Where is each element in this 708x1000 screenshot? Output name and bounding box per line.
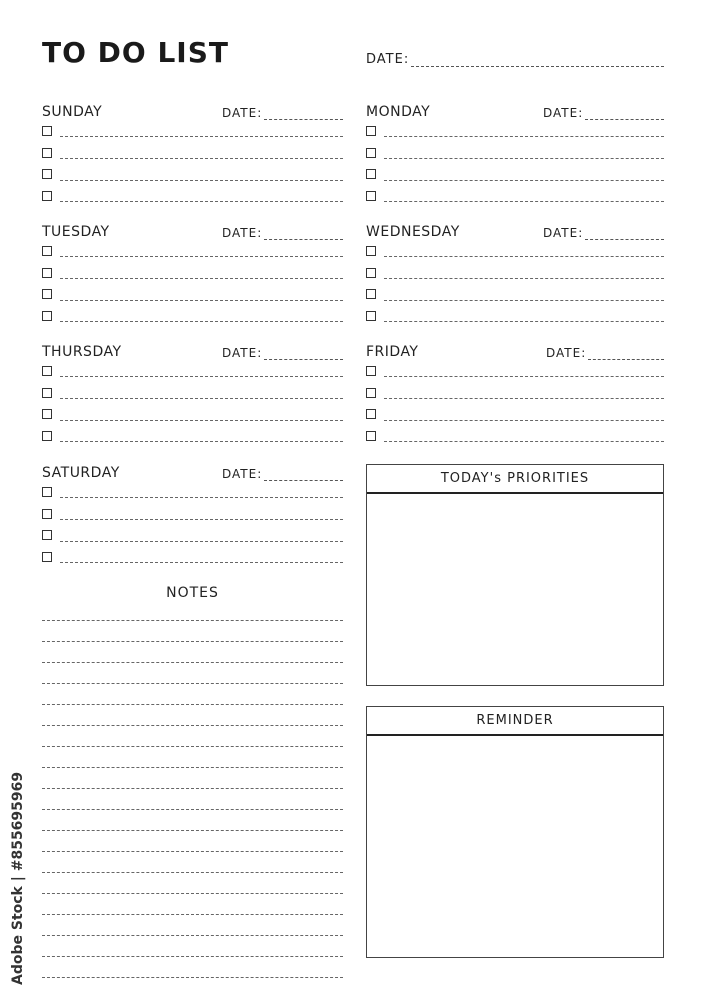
note-line[interactable] — [42, 894, 343, 915]
task-checkbox[interactable] — [42, 289, 52, 299]
header-date-field[interactable] — [366, 52, 664, 67]
task-line[interactable] — [60, 550, 343, 563]
day-name: MONDAY — [366, 104, 431, 120]
task-row — [366, 163, 664, 185]
note-line[interactable] — [42, 600, 343, 621]
task-line[interactable] — [60, 309, 343, 322]
note-line[interactable] — [42, 747, 343, 768]
task-checkbox[interactable] — [42, 487, 52, 497]
note-line[interactable] — [42, 852, 343, 873]
note-line[interactable] — [42, 789, 343, 810]
task-checkbox[interactable] — [366, 289, 376, 299]
task-row — [42, 142, 343, 164]
task-row — [42, 524, 343, 546]
task-checkbox[interactable] — [42, 552, 52, 562]
day-date-field[interactable] — [222, 346, 343, 360]
task-row — [366, 120, 664, 142]
task-line[interactable] — [60, 266, 343, 279]
task-line[interactable] — [60, 429, 343, 442]
task-checkbox[interactable] — [366, 409, 376, 419]
date-line — [585, 229, 664, 240]
task-checkbox[interactable] — [366, 311, 376, 321]
day-name: THURSDAY — [42, 344, 122, 360]
date-line — [588, 349, 664, 360]
task-row — [42, 185, 343, 207]
task-row — [42, 360, 343, 382]
day-name: SATURDAY — [42, 465, 120, 481]
task-checkbox[interactable] — [42, 366, 52, 376]
date-line — [264, 229, 343, 240]
date-line — [585, 109, 664, 120]
task-checkbox[interactable] — [366, 148, 376, 158]
task-row — [42, 425, 343, 447]
task-checkbox[interactable] — [42, 246, 52, 256]
task-line[interactable] — [384, 146, 664, 159]
task-checkbox[interactable] — [366, 388, 376, 398]
date-line — [264, 470, 343, 481]
note-line[interactable] — [42, 915, 343, 936]
day-date-label: DATE: — [543, 226, 584, 240]
day-date-label: DATE: — [222, 467, 263, 481]
note-line[interactable] — [42, 642, 343, 663]
task-line[interactable] — [60, 485, 343, 498]
task-row — [42, 305, 343, 327]
note-line[interactable] — [42, 957, 343, 978]
note-line[interactable] — [42, 684, 343, 705]
task-row — [366, 240, 664, 262]
day-date-label: DATE: — [222, 106, 263, 120]
header-date-label: DATE: — [366, 52, 410, 67]
task-row — [366, 283, 664, 305]
day-date-field[interactable] — [543, 106, 664, 120]
task-checkbox[interactable] — [42, 169, 52, 179]
task-line[interactable] — [60, 386, 343, 399]
day-date-label: DATE: — [543, 106, 584, 120]
priorities-title: TODAY's PRIORITIES — [367, 465, 663, 494]
day-date-label: DATE: — [222, 346, 263, 360]
task-line[interactable] — [60, 288, 343, 301]
task-row — [42, 120, 343, 142]
task-line[interactable] — [384, 189, 664, 202]
day-date-field[interactable] — [222, 226, 343, 240]
task-line[interactable] — [384, 408, 664, 421]
day-date-field[interactable] — [222, 106, 343, 120]
task-line[interactable] — [60, 408, 343, 421]
note-line[interactable] — [42, 873, 343, 894]
day-block-sunday — [42, 100, 343, 210]
notes-title: NOTES — [166, 585, 219, 601]
day-date-field[interactable] — [222, 467, 343, 481]
task-row — [366, 360, 664, 382]
task-row — [42, 403, 343, 425]
task-row — [42, 240, 343, 262]
task-row — [42, 382, 343, 404]
task-line[interactable] — [60, 507, 343, 520]
task-checkbox[interactable] — [42, 530, 52, 540]
task-row — [42, 283, 343, 305]
task-line[interactable] — [384, 168, 664, 181]
task-line[interactable] — [60, 244, 343, 257]
stock-watermark: Adobe Stock | #855695969 — [10, 771, 26, 985]
priorities-box[interactable] — [366, 464, 664, 686]
note-line[interactable] — [42, 663, 343, 684]
task-row — [366, 425, 664, 447]
task-checkbox[interactable] — [42, 191, 52, 201]
task-row — [42, 546, 343, 568]
note-line[interactable] — [42, 768, 343, 789]
task-line[interactable] — [384, 364, 664, 377]
day-name: FRIDAY — [366, 344, 419, 360]
task-checkbox[interactable] — [42, 311, 52, 321]
task-row — [366, 142, 664, 164]
task-line[interactable] — [384, 429, 664, 442]
header-date-line — [411, 56, 664, 67]
task-line[interactable] — [384, 288, 664, 301]
page-title: TO DO LIST — [42, 36, 229, 69]
task-line[interactable] — [384, 244, 664, 257]
task-row — [366, 185, 664, 207]
day-block-monday — [366, 100, 664, 210]
task-checkbox[interactable] — [42, 509, 52, 519]
task-checkbox[interactable] — [366, 126, 376, 136]
day-name: TUESDAY — [42, 224, 110, 240]
reminder-box[interactable] — [366, 706, 664, 958]
task-line[interactable] — [60, 189, 343, 202]
task-row — [366, 305, 664, 327]
day-date-field[interactable] — [543, 226, 664, 240]
task-line[interactable] — [60, 146, 343, 159]
note-line[interactable] — [42, 621, 343, 642]
day-name: WEDNESDAY — [366, 224, 460, 240]
task-line[interactable] — [384, 266, 664, 279]
task-checkbox[interactable] — [42, 268, 52, 278]
date-line — [264, 109, 343, 120]
task-checkbox[interactable] — [366, 366, 376, 376]
task-checkbox[interactable] — [42, 126, 52, 136]
task-checkbox[interactable] — [366, 169, 376, 179]
task-line[interactable] — [60, 529, 343, 542]
date-line — [264, 349, 343, 360]
day-block-thursday — [42, 340, 343, 450]
task-checkbox[interactable] — [366, 191, 376, 201]
note-line[interactable] — [42, 831, 343, 852]
day-block-wednesday — [366, 220, 664, 330]
task-checkbox[interactable] — [42, 148, 52, 158]
task-row — [42, 503, 343, 525]
day-block-saturday — [42, 461, 343, 571]
task-checkbox[interactable] — [42, 431, 52, 441]
task-row — [42, 163, 343, 185]
task-row — [42, 262, 343, 284]
task-line[interactable] — [60, 124, 343, 137]
day-name: SUNDAY — [42, 104, 103, 120]
day-date-label: DATE: — [222, 226, 263, 240]
day-date-field[interactable] — [546, 346, 664, 360]
task-line[interactable] — [60, 168, 343, 181]
task-row — [366, 403, 664, 425]
task-line[interactable] — [384, 124, 664, 137]
task-checkbox[interactable] — [366, 431, 376, 441]
day-block-tuesday — [42, 220, 343, 330]
note-line[interactable] — [42, 705, 343, 726]
task-checkbox[interactable] — [42, 409, 52, 419]
task-row — [366, 382, 664, 404]
task-row — [366, 262, 664, 284]
note-line[interactable] — [42, 936, 343, 957]
note-line[interactable] — [42, 810, 343, 831]
task-checkbox[interactable] — [366, 246, 376, 256]
task-row — [42, 481, 343, 503]
notes-area[interactable] — [42, 600, 343, 978]
reminder-title: REMINDER — [367, 707, 663, 736]
task-line[interactable] — [60, 364, 343, 377]
task-checkbox[interactable] — [42, 388, 52, 398]
day-date-label: DATE: — [546, 346, 587, 360]
day-block-friday — [366, 340, 664, 450]
note-line[interactable] — [42, 726, 343, 747]
task-checkbox[interactable] — [366, 268, 376, 278]
task-line[interactable] — [384, 386, 664, 399]
task-line[interactable] — [384, 309, 664, 322]
